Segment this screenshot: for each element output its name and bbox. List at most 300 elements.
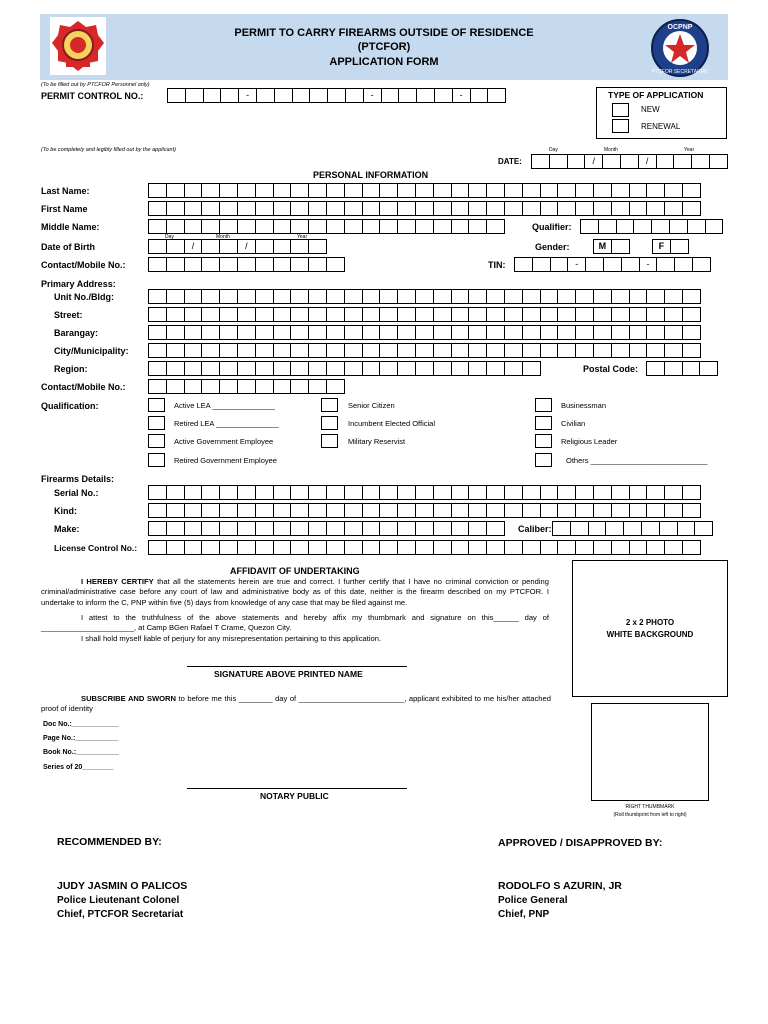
entry-cell[interactable] xyxy=(184,361,203,376)
entry-cell[interactable] xyxy=(593,343,612,358)
entry-cell[interactable] xyxy=(575,540,594,555)
entry-cell[interactable] xyxy=(219,485,238,500)
entry-cell[interactable] xyxy=(522,343,541,358)
entry-cell[interactable] xyxy=(273,485,292,500)
unit-boxes[interactable] xyxy=(148,289,701,304)
entry-cell[interactable] xyxy=(670,239,689,254)
entry-cell[interactable] xyxy=(585,257,604,272)
entry-cell[interactable] xyxy=(682,540,701,555)
entry-cell[interactable] xyxy=(397,503,416,518)
entry-cell[interactable] xyxy=(504,540,523,555)
thumbmark-box[interactable] xyxy=(591,703,709,801)
entry-cell[interactable] xyxy=(201,307,220,322)
entry-cell[interactable] xyxy=(486,201,505,216)
entry-cell[interactable] xyxy=(148,379,167,394)
entry-cell[interactable] xyxy=(237,485,256,500)
entry-cell[interactable] xyxy=(344,485,363,500)
entry-cell[interactable] xyxy=(362,307,381,322)
entry-cell[interactable] xyxy=(646,503,665,518)
entry-cell[interactable] xyxy=(504,307,523,322)
entry-cell[interactable] xyxy=(522,540,541,555)
entry-cell[interactable] xyxy=(326,183,345,198)
entry-cell[interactable] xyxy=(588,521,607,536)
entry-cell[interactable] xyxy=(166,361,185,376)
entry-cell[interactable] xyxy=(593,201,612,216)
entry-cell[interactable] xyxy=(593,325,612,340)
entry-cell[interactable] xyxy=(273,521,292,536)
entry-cell[interactable] xyxy=(611,325,630,340)
entry-cell[interactable] xyxy=(201,521,220,536)
entry-cell[interactable] xyxy=(451,361,470,376)
entry-cell[interactable] xyxy=(504,361,523,376)
entry-cell[interactable] xyxy=(308,307,327,322)
entry-cell[interactable] xyxy=(397,521,416,536)
entry-cell[interactable] xyxy=(656,154,675,169)
entry-cell[interactable] xyxy=(290,521,309,536)
entry-cell[interactable] xyxy=(629,325,648,340)
entry-cell[interactable] xyxy=(362,540,381,555)
entry-cell[interactable] xyxy=(166,201,185,216)
entry-cell[interactable] xyxy=(379,289,398,304)
entry-cell[interactable] xyxy=(433,540,452,555)
entry-cell[interactable] xyxy=(709,154,728,169)
new-checkbox[interactable] xyxy=(612,103,629,117)
entry-cell[interactable] xyxy=(575,289,594,304)
entry-cell[interactable] xyxy=(255,485,274,500)
entry-cell[interactable] xyxy=(641,521,660,536)
entry-cell[interactable] xyxy=(290,379,309,394)
entry-cell[interactable] xyxy=(504,343,523,358)
entry-cell[interactable] xyxy=(290,289,309,304)
entry-cell[interactable] xyxy=(290,257,309,272)
entry-cell[interactable] xyxy=(255,257,274,272)
entry-cell[interactable] xyxy=(148,219,167,234)
entry-cell[interactable] xyxy=(326,361,345,376)
entry-cell[interactable] xyxy=(201,325,220,340)
entry-cell[interactable] xyxy=(219,183,238,198)
entry-cell[interactable] xyxy=(629,201,648,216)
entry-cell[interactable] xyxy=(451,540,470,555)
street-boxes[interactable] xyxy=(148,307,701,322)
entry-cell[interactable] xyxy=(575,503,594,518)
entry-cell[interactable] xyxy=(255,201,274,216)
entry-cell[interactable] xyxy=(166,307,185,322)
active-lea-checkbox[interactable] xyxy=(148,398,165,412)
entry-cell[interactable] xyxy=(629,307,648,322)
entry-cell[interactable] xyxy=(557,307,576,322)
entry-cell[interactable] xyxy=(646,361,665,376)
entry-cell[interactable] xyxy=(575,485,594,500)
entry-cell[interactable] xyxy=(451,307,470,322)
entry-cell[interactable] xyxy=(379,183,398,198)
entry-cell[interactable] xyxy=(344,521,363,536)
entry-cell[interactable] xyxy=(148,540,167,555)
entry-cell[interactable] xyxy=(656,257,675,272)
entry-cell[interactable] xyxy=(415,503,434,518)
entry-cell[interactable]: - xyxy=(363,88,382,103)
entry-cell[interactable] xyxy=(308,521,327,536)
entry-cell[interactable] xyxy=(326,485,345,500)
entry-cell[interactable] xyxy=(570,521,589,536)
entry-cell[interactable] xyxy=(201,257,220,272)
entry-cell[interactable] xyxy=(532,257,551,272)
entry-cell[interactable] xyxy=(219,379,238,394)
entry-cell[interactable] xyxy=(487,88,506,103)
entry-cell[interactable] xyxy=(468,343,487,358)
entry-cell[interactable] xyxy=(326,219,345,234)
entry-cell[interactable] xyxy=(379,343,398,358)
entry-cell[interactable] xyxy=(326,289,345,304)
entry-cell[interactable] xyxy=(362,343,381,358)
entry-cell[interactable] xyxy=(344,219,363,234)
entry-cell[interactable] xyxy=(468,219,487,234)
entry-cell[interactable] xyxy=(237,521,256,536)
entry-cell[interactable] xyxy=(557,183,576,198)
caliber-boxes[interactable] xyxy=(552,521,713,536)
entry-cell[interactable] xyxy=(468,289,487,304)
entry-cell[interactable] xyxy=(273,540,292,555)
entry-cell[interactable] xyxy=(433,325,452,340)
entry-cell[interactable] xyxy=(451,201,470,216)
entry-cell[interactable] xyxy=(148,183,167,198)
businessman-checkbox[interactable] xyxy=(535,398,552,412)
entry-cell[interactable] xyxy=(557,540,576,555)
entry-cell[interactable] xyxy=(522,325,541,340)
entry-cell[interactable] xyxy=(397,361,416,376)
entry-cell[interactable] xyxy=(522,503,541,518)
entry-cell[interactable] xyxy=(451,219,470,234)
entry-cell[interactable] xyxy=(611,343,630,358)
entry-cell[interactable] xyxy=(575,183,594,198)
entry-cell[interactable] xyxy=(166,183,185,198)
entry-cell[interactable] xyxy=(379,485,398,500)
entry-cell[interactable] xyxy=(326,257,345,272)
entry-cell[interactable] xyxy=(292,88,311,103)
entry-cell[interactable] xyxy=(664,485,683,500)
entry-cell[interactable] xyxy=(362,219,381,234)
entry-cell[interactable] xyxy=(290,307,309,322)
entry-cell[interactable] xyxy=(148,503,167,518)
entry-cell[interactable] xyxy=(201,183,220,198)
entry-cell[interactable] xyxy=(540,289,559,304)
entry-cell[interactable] xyxy=(344,307,363,322)
entry-cell[interactable] xyxy=(664,361,683,376)
entry-cell[interactable] xyxy=(486,219,505,234)
entry-cell[interactable] xyxy=(326,325,345,340)
entry-cell[interactable] xyxy=(255,379,274,394)
entry-cell[interactable] xyxy=(326,343,345,358)
entry-cell[interactable] xyxy=(344,503,363,518)
entry-cell[interactable] xyxy=(255,183,274,198)
entry-cell[interactable] xyxy=(362,201,381,216)
entry-cell[interactable] xyxy=(273,361,292,376)
entry-cell[interactable] xyxy=(468,540,487,555)
entry-cell[interactable] xyxy=(682,325,701,340)
entry-cell[interactable] xyxy=(148,485,167,500)
entry-cell[interactable] xyxy=(504,183,523,198)
entry-cell[interactable] xyxy=(593,307,612,322)
entry-cell[interactable] xyxy=(514,257,533,272)
entry-cell[interactable] xyxy=(184,183,203,198)
entry-cell[interactable] xyxy=(201,201,220,216)
entry-cell[interactable] xyxy=(326,201,345,216)
contact-boxes[interactable] xyxy=(148,257,345,272)
entry-cell[interactable] xyxy=(184,219,203,234)
entry-cell[interactable] xyxy=(633,219,652,234)
entry-cell[interactable]: - xyxy=(238,88,257,103)
entry-cell[interactable] xyxy=(148,307,167,322)
entry-cell[interactable] xyxy=(237,289,256,304)
entry-cell[interactable] xyxy=(692,257,711,272)
entry-cell[interactable] xyxy=(451,325,470,340)
entry-cell[interactable] xyxy=(611,307,630,322)
entry-cell[interactable] xyxy=(237,183,256,198)
entry-cell[interactable] xyxy=(255,503,274,518)
entry-cell[interactable] xyxy=(344,289,363,304)
entry-cell[interactable] xyxy=(201,219,220,234)
entry-cell[interactable] xyxy=(468,307,487,322)
entry-cell[interactable] xyxy=(308,503,327,518)
entry-cell[interactable] xyxy=(201,239,220,254)
entry-cell[interactable] xyxy=(659,521,678,536)
entry-cell[interactable] xyxy=(682,289,701,304)
entry-cell[interactable] xyxy=(379,219,398,234)
entry-cell[interactable] xyxy=(308,540,327,555)
entry-cell[interactable] xyxy=(433,521,452,536)
entry-cell[interactable] xyxy=(664,325,683,340)
entry-cell[interactable] xyxy=(611,201,630,216)
entry-cell[interactable] xyxy=(486,503,505,518)
barangay-boxes[interactable] xyxy=(148,325,701,340)
entry-cell[interactable] xyxy=(273,307,292,322)
entry-cell[interactable] xyxy=(629,485,648,500)
entry-cell[interactable] xyxy=(273,183,292,198)
middle-name-boxes[interactable] xyxy=(148,219,505,234)
entry-cell[interactable] xyxy=(540,343,559,358)
entry-cell[interactable] xyxy=(603,257,622,272)
entry-cell[interactable] xyxy=(185,88,204,103)
entry-cell[interactable] xyxy=(273,219,292,234)
entry-cell[interactable] xyxy=(379,201,398,216)
entry-cell[interactable] xyxy=(166,219,185,234)
entry-cell[interactable] xyxy=(148,325,167,340)
entry-cell[interactable] xyxy=(434,88,453,103)
entry-cell[interactable] xyxy=(646,289,665,304)
entry-cell[interactable] xyxy=(540,325,559,340)
entry-cell[interactable] xyxy=(682,343,701,358)
entry-cell[interactable] xyxy=(540,201,559,216)
entry-cell[interactable] xyxy=(237,201,256,216)
active-gov-checkbox[interactable] xyxy=(148,434,165,448)
entry-cell[interactable] xyxy=(184,289,203,304)
entry-cell[interactable] xyxy=(219,343,238,358)
entry-cell[interactable] xyxy=(362,289,381,304)
entry-cell[interactable] xyxy=(203,88,222,103)
entry-cell[interactable] xyxy=(326,379,345,394)
date-boxes[interactable] xyxy=(531,154,728,169)
permit-control-boxes[interactable] xyxy=(167,88,506,103)
elected-official-checkbox[interactable] xyxy=(321,416,338,430)
entry-cell[interactable] xyxy=(468,325,487,340)
entry-cell[interactable] xyxy=(167,88,186,103)
entry-cell[interactable] xyxy=(580,219,599,234)
entry-cell[interactable] xyxy=(290,503,309,518)
entry-cell[interactable] xyxy=(379,521,398,536)
entry-cell[interactable] xyxy=(415,325,434,340)
entry-cell[interactable] xyxy=(397,485,416,500)
entry-cell[interactable] xyxy=(682,503,701,518)
entry-cell[interactable] xyxy=(255,343,274,358)
entry-cell[interactable] xyxy=(344,343,363,358)
entry-cell[interactable] xyxy=(522,485,541,500)
entry-cell[interactable] xyxy=(273,343,292,358)
entry-cell[interactable] xyxy=(326,503,345,518)
entry-cell[interactable] xyxy=(344,325,363,340)
entry-cell[interactable] xyxy=(433,343,452,358)
entry-cell[interactable] xyxy=(273,257,292,272)
entry-cell[interactable]: / xyxy=(184,239,203,254)
serial-boxes[interactable] xyxy=(148,485,701,500)
entry-cell[interactable] xyxy=(148,257,167,272)
entry-cell[interactable]: M xyxy=(593,239,612,254)
entry-cell[interactable] xyxy=(415,183,434,198)
entry-cell[interactable] xyxy=(677,521,696,536)
entry-cell[interactable] xyxy=(540,540,559,555)
entry-cell[interactable] xyxy=(486,183,505,198)
entry-cell[interactable] xyxy=(540,503,559,518)
entry-cell[interactable] xyxy=(699,361,718,376)
entry-cell[interactable] xyxy=(557,289,576,304)
entry-cell[interactable] xyxy=(522,289,541,304)
entry-cell[interactable] xyxy=(148,361,167,376)
entry-cell[interactable] xyxy=(433,289,452,304)
entry-cell[interactable]: - xyxy=(452,88,471,103)
entry-cell[interactable] xyxy=(327,88,346,103)
entry-cell[interactable] xyxy=(433,219,452,234)
entry-cell[interactable] xyxy=(694,521,713,536)
entry-cell[interactable] xyxy=(184,325,203,340)
entry-cell[interactable] xyxy=(567,154,586,169)
entry-cell[interactable] xyxy=(184,379,203,394)
entry-cell[interactable] xyxy=(219,325,238,340)
entry-cell[interactable] xyxy=(664,503,683,518)
entry-cell[interactable] xyxy=(620,154,639,169)
entry-cell[interactable] xyxy=(646,183,665,198)
entry-cell[interactable] xyxy=(255,361,274,376)
entry-cell[interactable] xyxy=(326,521,345,536)
entry-cell[interactable] xyxy=(308,183,327,198)
entry-cell[interactable] xyxy=(344,201,363,216)
qualifier-boxes[interactable] xyxy=(580,219,723,234)
entry-cell[interactable] xyxy=(379,361,398,376)
entry-cell[interactable] xyxy=(691,154,710,169)
religious-leader-checkbox[interactable] xyxy=(535,434,552,448)
entry-cell[interactable] xyxy=(682,183,701,198)
entry-cell[interactable] xyxy=(166,379,185,394)
entry-cell[interactable] xyxy=(290,540,309,555)
entry-cell[interactable] xyxy=(504,325,523,340)
entry-cell[interactable] xyxy=(148,343,167,358)
entry-cell[interactable] xyxy=(273,289,292,304)
entry-cell[interactable] xyxy=(415,289,434,304)
entry-cell[interactable] xyxy=(219,521,238,536)
renewal-checkbox[interactable] xyxy=(612,119,629,133)
entry-cell[interactable] xyxy=(201,343,220,358)
entry-cell[interactable] xyxy=(669,219,688,234)
retired-gov-checkbox[interactable] xyxy=(148,453,165,467)
entry-cell[interactable] xyxy=(522,361,541,376)
entry-cell[interactable] xyxy=(549,154,568,169)
retired-lea-checkbox[interactable] xyxy=(148,416,165,430)
entry-cell[interactable] xyxy=(629,289,648,304)
entry-cell[interactable] xyxy=(201,503,220,518)
entry-cell[interactable] xyxy=(184,485,203,500)
entry-cell[interactable] xyxy=(255,289,274,304)
entry-cell[interactable] xyxy=(593,183,612,198)
entry-cell[interactable] xyxy=(415,540,434,555)
entry-cell[interactable] xyxy=(255,540,274,555)
entry-cell[interactable] xyxy=(451,343,470,358)
entry-cell[interactable] xyxy=(398,88,417,103)
entry-cell[interactable] xyxy=(486,540,505,555)
entry-cell[interactable] xyxy=(522,307,541,322)
entry-cell[interactable] xyxy=(664,289,683,304)
entry-cell[interactable] xyxy=(468,485,487,500)
entry-cell[interactable] xyxy=(255,239,274,254)
entry-cell[interactable] xyxy=(309,88,328,103)
entry-cell[interactable] xyxy=(486,521,505,536)
entry-cell[interactable] xyxy=(415,521,434,536)
entry-cell[interactable] xyxy=(362,325,381,340)
entry-cell[interactable] xyxy=(290,201,309,216)
entry-cell[interactable] xyxy=(219,307,238,322)
entry-cell[interactable] xyxy=(522,201,541,216)
entry-cell[interactable] xyxy=(166,325,185,340)
entry-cell[interactable] xyxy=(433,183,452,198)
entry-cell[interactable] xyxy=(273,379,292,394)
entry-cell[interactable] xyxy=(557,343,576,358)
entry-cell[interactable] xyxy=(674,257,693,272)
entry-cell[interactable] xyxy=(290,361,309,376)
entry-cell[interactable] xyxy=(557,201,576,216)
entry-cell[interactable] xyxy=(397,343,416,358)
entry-cell[interactable] xyxy=(255,219,274,234)
entry-cell[interactable] xyxy=(308,379,327,394)
entry-cell[interactable] xyxy=(605,521,624,536)
entry-cell[interactable] xyxy=(682,485,701,500)
entry-cell[interactable] xyxy=(531,154,550,169)
license-boxes[interactable] xyxy=(148,540,701,555)
entry-cell[interactable] xyxy=(629,183,648,198)
entry-cell[interactable] xyxy=(362,485,381,500)
entry-cell[interactable] xyxy=(540,485,559,500)
entry-cell[interactable] xyxy=(166,257,185,272)
entry-cell[interactable] xyxy=(219,201,238,216)
entry-cell[interactable] xyxy=(433,361,452,376)
entry-cell[interactable] xyxy=(629,540,648,555)
entry-cell[interactable] xyxy=(415,485,434,500)
gender-m-boxes[interactable] xyxy=(593,239,630,254)
dob-boxes[interactable] xyxy=(148,239,327,254)
entry-cell[interactable] xyxy=(166,485,185,500)
entry-cell[interactable] xyxy=(326,307,345,322)
entry-cell[interactable] xyxy=(290,219,309,234)
entry-cell[interactable] xyxy=(184,503,203,518)
entry-cell[interactable] xyxy=(237,325,256,340)
tin-boxes[interactable] xyxy=(514,257,711,272)
entry-cell[interactable] xyxy=(415,219,434,234)
entry-cell[interactable] xyxy=(433,503,452,518)
